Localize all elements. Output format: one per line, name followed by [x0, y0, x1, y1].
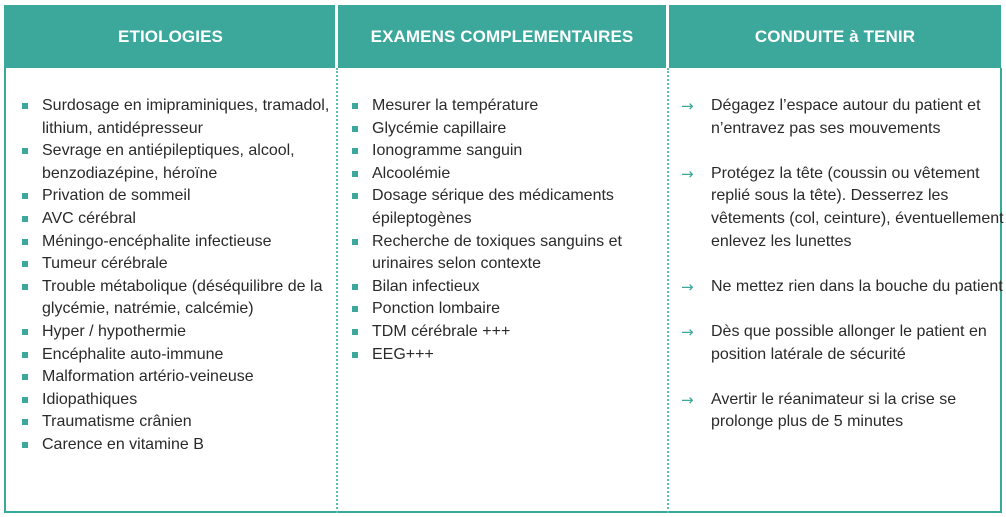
list-item: Sevrage en antiépileptiques, alcool, benzodiazépine, héroïne	[20, 140, 336, 185]
arrow-right-icon: →	[681, 322, 694, 341]
header-conduite-a-tenir: CONDUITE à TENIR	[669, 5, 1004, 68]
list-item	[681, 276, 1004, 299]
epilepsy-table	[4, 5, 1002, 513]
list-item	[681, 95, 1004, 140]
list-item: Bilan infectieux	[350, 276, 667, 299]
list-item: AVC cérébral	[20, 208, 336, 231]
list-item-text: Ne mettez rien dans la bouche du patient	[711, 277, 1003, 295]
list-item: Malformation artério-veineuse	[20, 366, 336, 389]
examens-column	[338, 68, 669, 513]
list-item-text: Dès que possible allonger le patient en position latérale de sécurité	[711, 322, 987, 363]
etiologies-list	[6, 95, 336, 457]
list-item: Recherche de toxiques sanguins et urinaires selon contexte	[350, 231, 667, 276]
list-item: Traumatisme crânien	[20, 411, 336, 434]
list-item: Glycémie capillaire	[350, 118, 667, 141]
header-etiologies: ETIOLOGIES	[6, 5, 338, 68]
list-item: Idiopathiques	[20, 389, 336, 412]
list-item: Hyper / hypothermie	[20, 321, 336, 344]
list-item: Ionogramme sanguin	[350, 140, 667, 163]
examens-list	[338, 95, 667, 366]
conduite-column	[669, 68, 1004, 513]
arrow-right-icon: →	[681, 164, 694, 183]
header-examens-complementaires: EXAMENS COMPLEMENTAIRES	[338, 5, 669, 68]
list-item-text: Avertir le réanimateur si la crise se prolonge plus de 5 minutes	[711, 390, 957, 431]
list-item: EEG+++	[350, 344, 667, 367]
etiologies-column	[6, 68, 338, 513]
list-item: Trouble métabolique (déséquilibre de la glycémie, natrémie, calcémie)	[20, 276, 336, 321]
conduite-list	[669, 95, 1004, 434]
arrow-right-icon: →	[681, 97, 694, 115]
list-item: Surdosage en imipraminiques, tramadol, lithium, antidépresseur	[20, 95, 336, 140]
list-item: Carence en vitamine B	[20, 434, 336, 457]
list-item: Méningo-encéphalite infectieuse	[20, 231, 336, 254]
list-item: Privation de sommeil	[20, 185, 336, 208]
arrow-right-icon: →	[681, 390, 694, 409]
list-item: Dosage sérique des médicaments épileptogènes	[350, 185, 667, 230]
list-item: Encéphalite auto-immune	[20, 344, 336, 367]
arrow-right-icon: →	[681, 277, 694, 296]
list-item	[681, 389, 1004, 434]
list-item	[681, 163, 1004, 253]
list-item: Alcoolémie	[350, 163, 667, 186]
list-item: TDM cérébrale +++	[350, 321, 667, 344]
list-item	[681, 321, 1004, 366]
list-item: Mesurer la température	[350, 95, 667, 118]
list-item: Tumeur cérébrale	[20, 253, 336, 276]
list-item-text: Protégez la tête (coussin ou vêtement replié sous la tête). Desserrez les vêtements (col, ceinture), éventuellement enlevez les lunettes	[711, 164, 1004, 250]
list-item-text: Dégagez l’espace autour du patient et n’entravez pas ses mouvements	[711, 97, 981, 137]
list-item: Ponction lombaire	[350, 298, 667, 321]
